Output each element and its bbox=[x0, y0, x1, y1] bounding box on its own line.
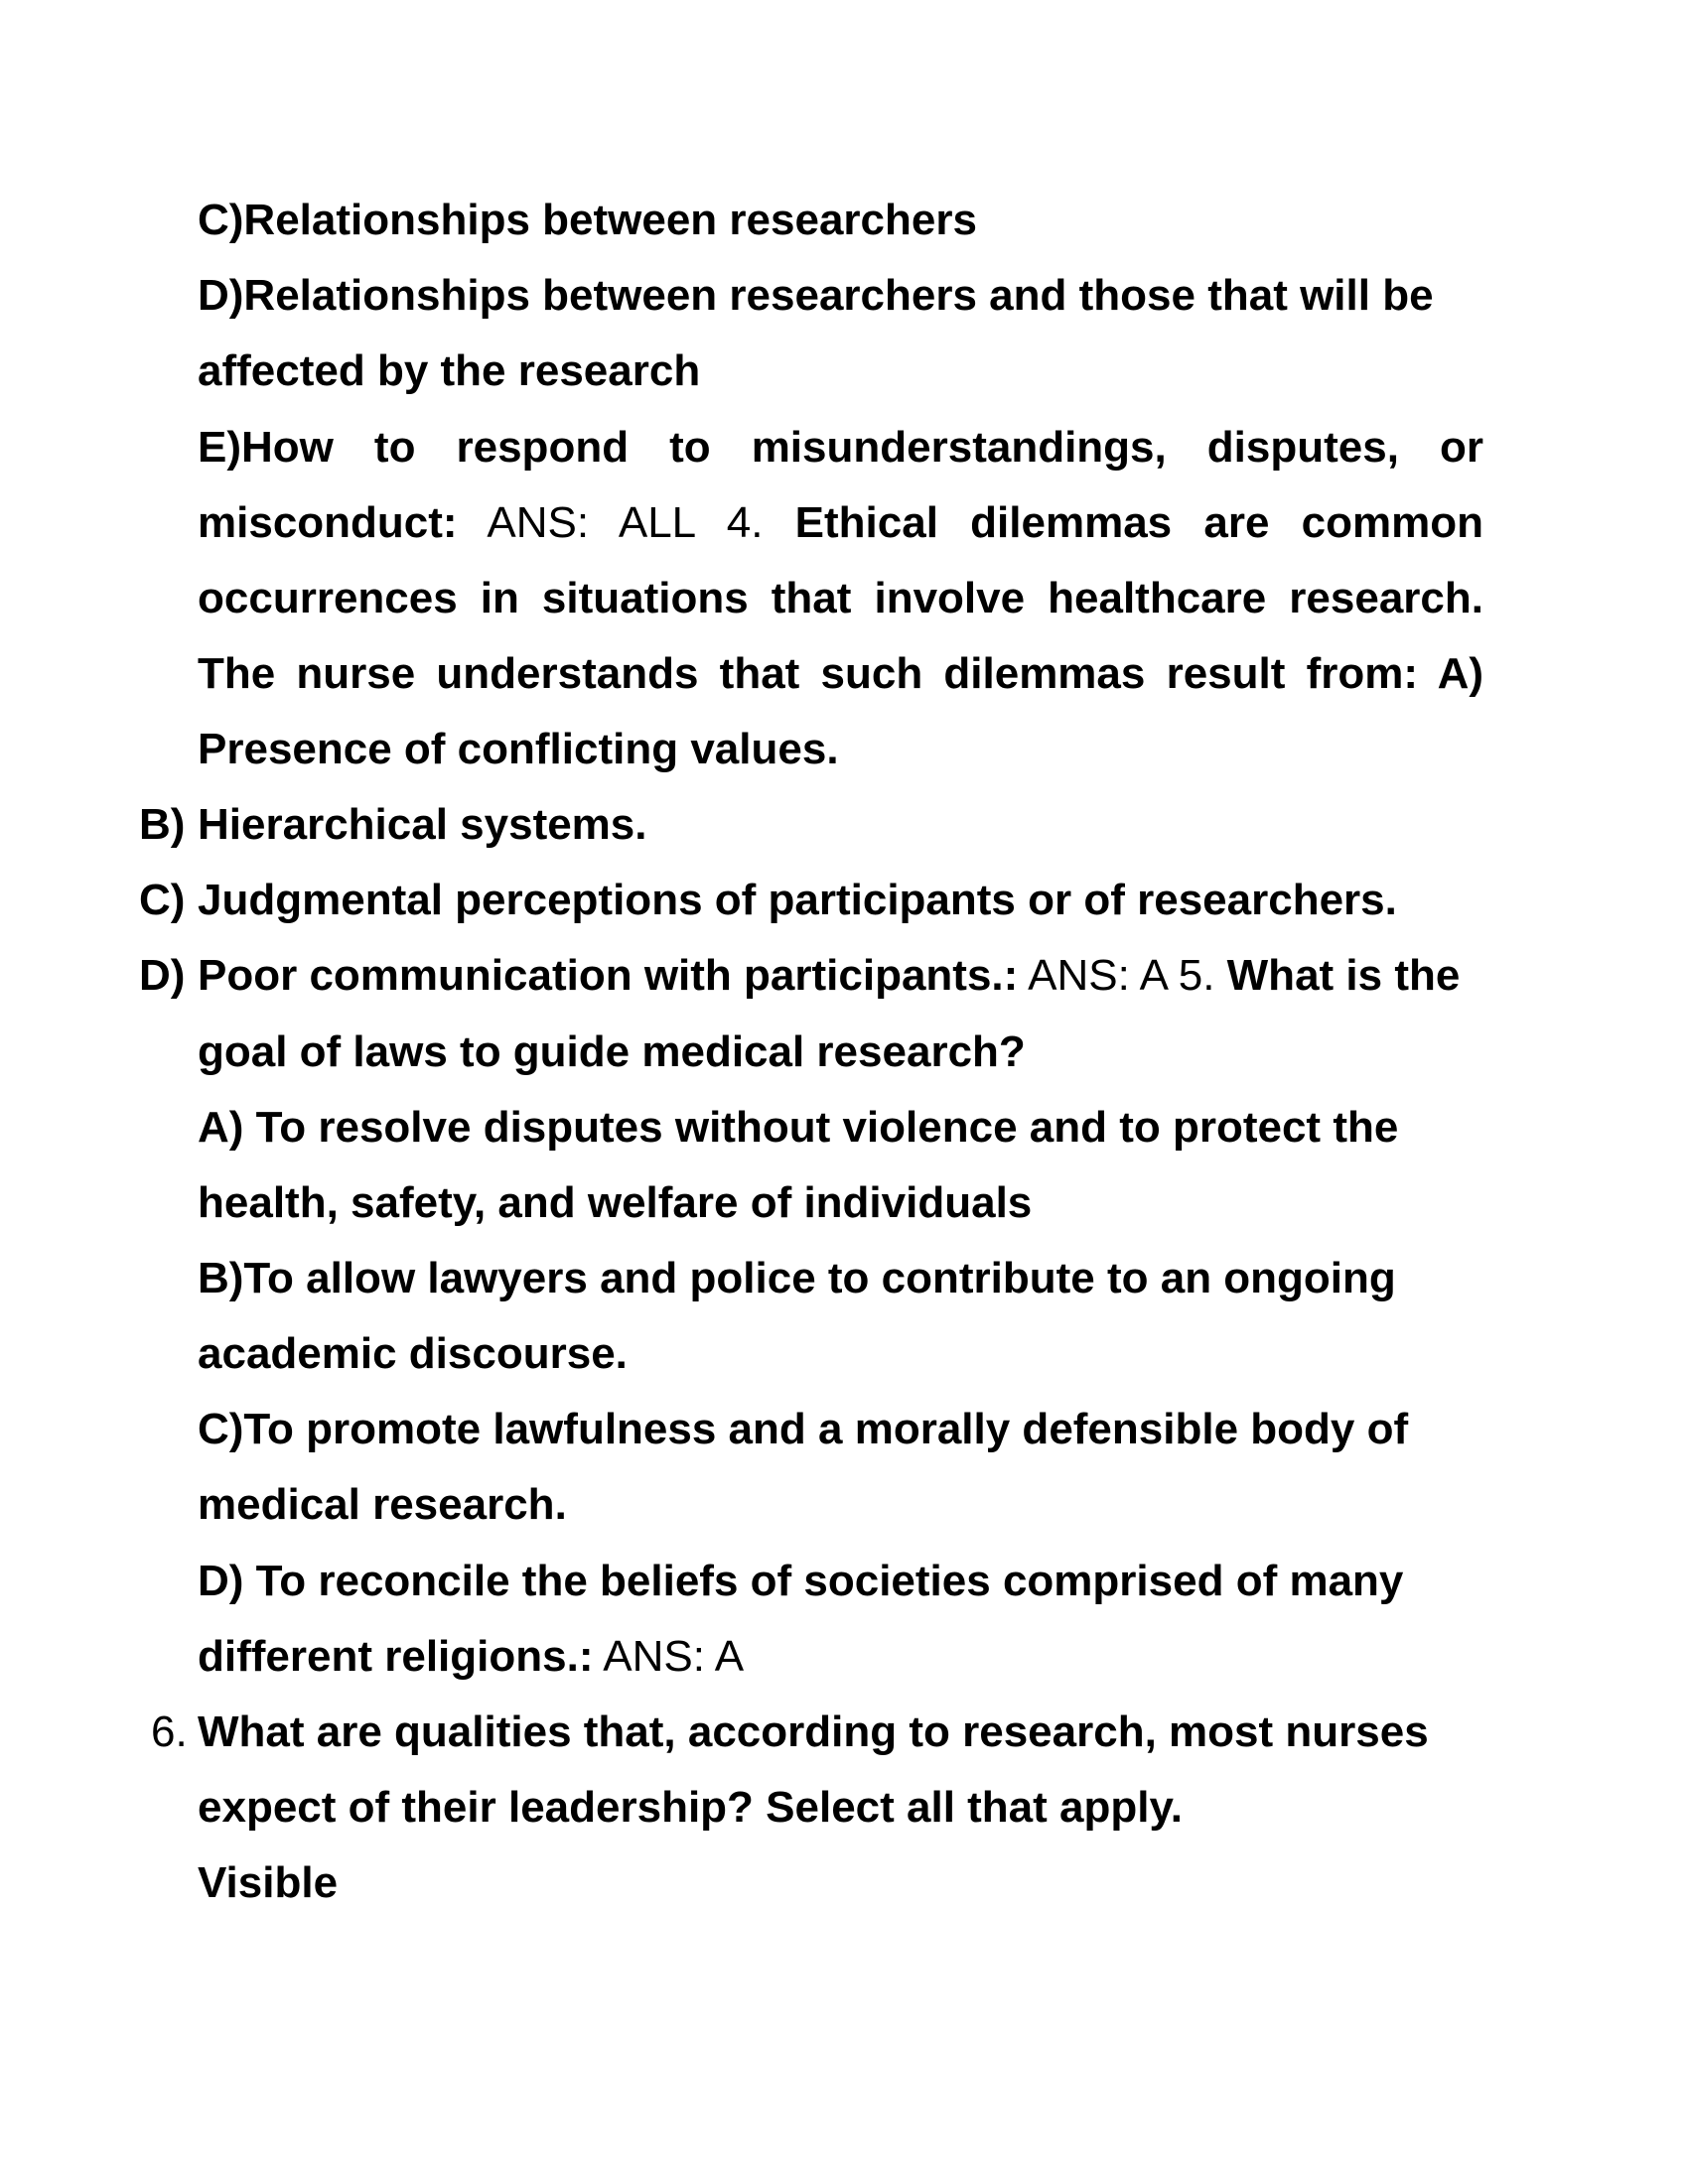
question-5-option-d-answer: different religions.: ANS: A bbox=[198, 1632, 745, 1681]
option-e-line-1: E)How to respond to misunderstandings, disputes, or bbox=[198, 423, 1483, 472]
question-5-option-c-line-1: C)To promote lawfulness and a morally defensible body of bbox=[198, 1405, 1409, 1453]
question-5-option-a-line-1: A) To resolve disputes without violence and to protect the bbox=[198, 1103, 1399, 1152]
answer-text: ANS: A bbox=[593, 1632, 745, 1681]
option-d-line-1: D)Relationships between researchers and those that will be bbox=[198, 271, 1434, 320]
question-5-option-c-line-2: medical research. bbox=[198, 1480, 567, 1529]
question-5-option-b-line-1: B)To allow lawyers and police to contribute to an ongoing bbox=[198, 1254, 1396, 1302]
option-c-relationships-between-researchers: C)Relationships between researchers bbox=[198, 196, 977, 244]
question-4-option-c: C) Judgmental perceptions of participants or of researchers. bbox=[139, 876, 1397, 924]
answer-text: ANS: A 5. bbox=[1018, 951, 1227, 1000]
question-6-number: 6. bbox=[151, 1707, 188, 1756]
question-4-line-2: occurrences in situations that involve healthcare research. bbox=[198, 574, 1483, 622]
question-5-option-d-line-1: D) To reconcile the beliefs of societies comprised of many bbox=[198, 1557, 1404, 1605]
question-4-option-d-answer-question-5: D) Poor communication with participants.: ANS: A 5. What is the bbox=[139, 951, 1461, 1000]
question-4-option-b: B) Hierarchical systems. bbox=[139, 800, 647, 849]
option-d-line-2: affected by the research bbox=[198, 346, 701, 395]
answer-3-question-4-line: misconduct: ANS: ALL 4. Ethical dilemmas are common bbox=[198, 498, 1484, 547]
question-4-option-a: Presence of conflicting values. bbox=[198, 725, 839, 773]
answer-text: ANS: ALL 4. bbox=[457, 498, 795, 547]
question-4-line-3: The nurse understands that such dilemmas result from: A) bbox=[198, 649, 1483, 698]
question-6-line-2: expect of their leadership? Select all that apply. bbox=[198, 1783, 1183, 1832]
question-6-option-visible: Visible bbox=[198, 1858, 339, 1907]
question-5-line-2: goal of laws to guide medical research? bbox=[198, 1027, 1026, 1076]
question-5-option-a-line-2: health, safety, and welfare of individuals bbox=[198, 1178, 1033, 1227]
question-5-option-b-line-2: academic discourse. bbox=[198, 1329, 628, 1378]
question-6-line-1: What are qualities that, according to research, most nurses bbox=[198, 1707, 1429, 1756]
